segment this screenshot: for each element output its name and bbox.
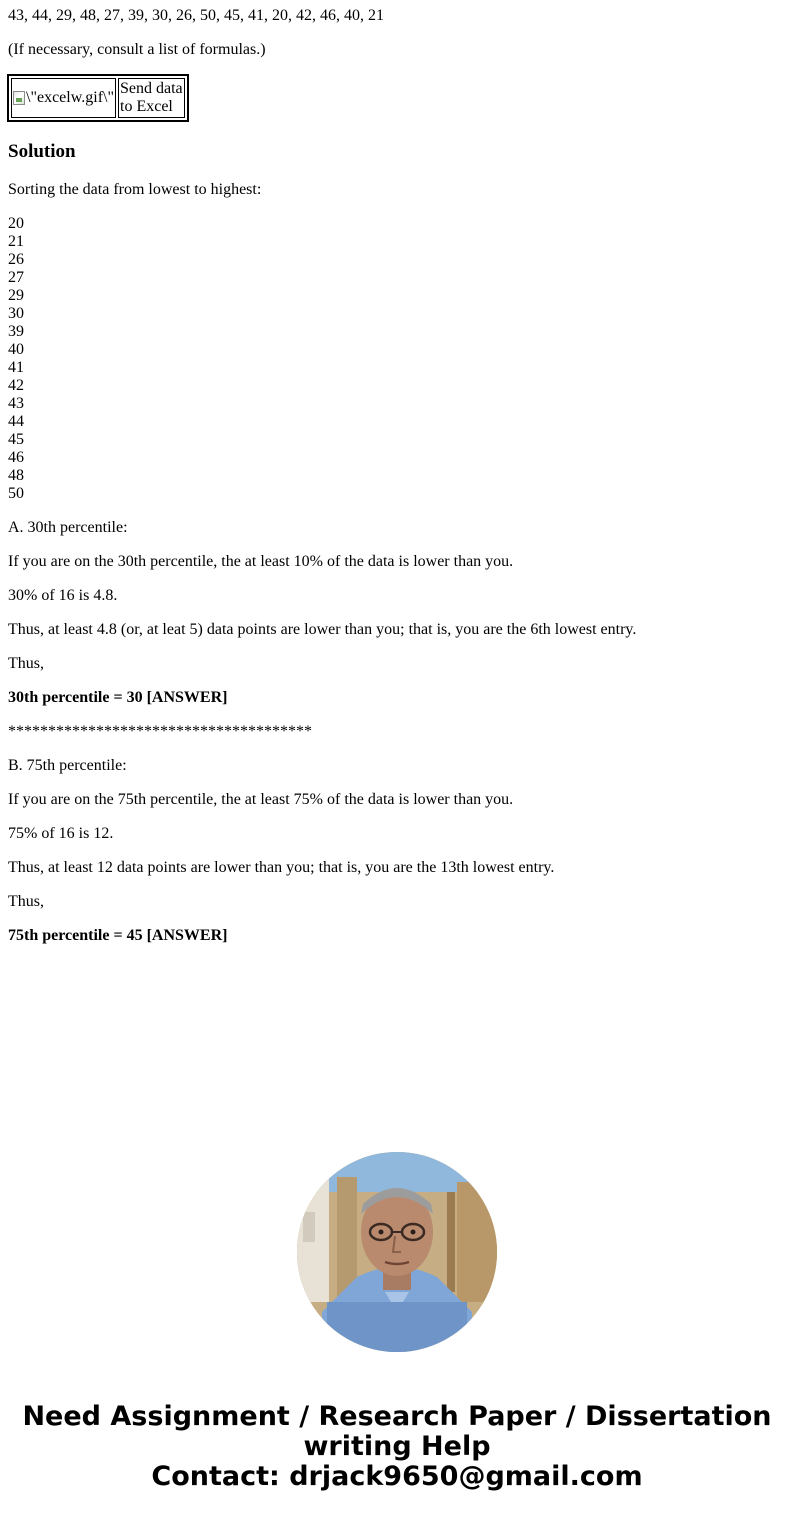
sorted-value: 44 xyxy=(8,413,24,430)
send-to-excel-cell[interactable] xyxy=(118,78,185,118)
broken-image-icon xyxy=(13,91,25,105)
sorted-value: 45 xyxy=(8,431,24,448)
part-a-line3: Thus, at least 4.8 (or, at leat 5) data points are lower than you; that is, you are the 6th lowest entry. xyxy=(8,621,637,638)
sorted-value: 40 xyxy=(8,341,24,358)
sorted-value: 39 xyxy=(8,323,24,340)
cta-line2: writing Help xyxy=(303,1431,491,1462)
part-a-answer: 30th percentile = 30 [ANSWER] xyxy=(8,689,228,706)
contact-cta xyxy=(0,1402,794,1492)
part-b-line4: Thus, xyxy=(8,893,44,910)
main-content xyxy=(8,7,786,961)
sorted-value: 41 xyxy=(8,359,24,376)
formulas-note-text: (If necessary, consult a list of formulas.) xyxy=(8,41,266,58)
excel-image-cell[interactable] xyxy=(11,78,116,118)
author-portrait-icon xyxy=(297,1152,497,1352)
sorted-value: 50 xyxy=(8,485,24,502)
footer-promo xyxy=(0,1152,794,1492)
sorted-value: 46 xyxy=(8,449,24,466)
excel-export-table xyxy=(8,75,188,121)
sorted-value: 30 xyxy=(8,305,24,322)
part-b-line1: If you are on the 75th percentile, the at least 75% of the data is lower than you. xyxy=(8,791,514,808)
part-a-line4: Thus, xyxy=(8,655,44,672)
part-a-line2: 30% of 16 is 4.8. xyxy=(8,587,118,604)
sorted-value: 42 xyxy=(8,377,24,394)
excel-image[interactable] xyxy=(13,81,114,115)
part-a-title: A. 30th percentile: xyxy=(8,519,128,536)
part-b-line2: 75% of 16 is 12. xyxy=(8,825,114,842)
cta-line1: Need Assignment / Research Paper / Dissertation xyxy=(22,1401,772,1432)
solution-heading: Solution xyxy=(8,141,76,162)
sorted-value: 43 xyxy=(8,395,24,412)
send-to-excel-line1: Send data xyxy=(120,80,183,97)
sorted-value: 21 xyxy=(8,233,24,250)
section-separator: ************************************** xyxy=(8,723,312,740)
sorted-value: 29 xyxy=(8,287,24,304)
send-to-excel-line2: to Excel xyxy=(120,98,173,115)
part-b-title: B. 75th percentile: xyxy=(8,757,127,774)
formulas-note xyxy=(8,41,786,59)
excel-image-alt-text: \"excelw.gif\" xyxy=(26,89,114,106)
part-a-line1: If you are on the 30th percentile, the at least 10% of the data is lower than you. xyxy=(8,553,514,570)
author-avatar xyxy=(297,1152,497,1352)
sorted-value: 48 xyxy=(8,467,24,484)
sorting-intro: Sorting the data from lowest to highest: xyxy=(8,181,262,198)
data-values-line: 43, 44, 29, 48, 27, 39, 30, 26, 50, 45, 41, 20, 42, 46, 40, 21 xyxy=(8,7,384,24)
sorted-value: 20 xyxy=(8,215,24,232)
cta-contact-email[interactable]: Contact: drjack9650@gmail.com xyxy=(151,1461,643,1492)
sorted-value: 26 xyxy=(8,251,24,268)
sorted-values-list xyxy=(8,215,786,503)
sorted-value: 27 xyxy=(8,269,24,286)
part-b-line3: Thus, at least 12 data points are lower than you; that is, you are the 13th lowest entry. xyxy=(8,859,555,876)
part-b-answer: 75th percentile = 45 [ANSWER] xyxy=(8,927,228,944)
